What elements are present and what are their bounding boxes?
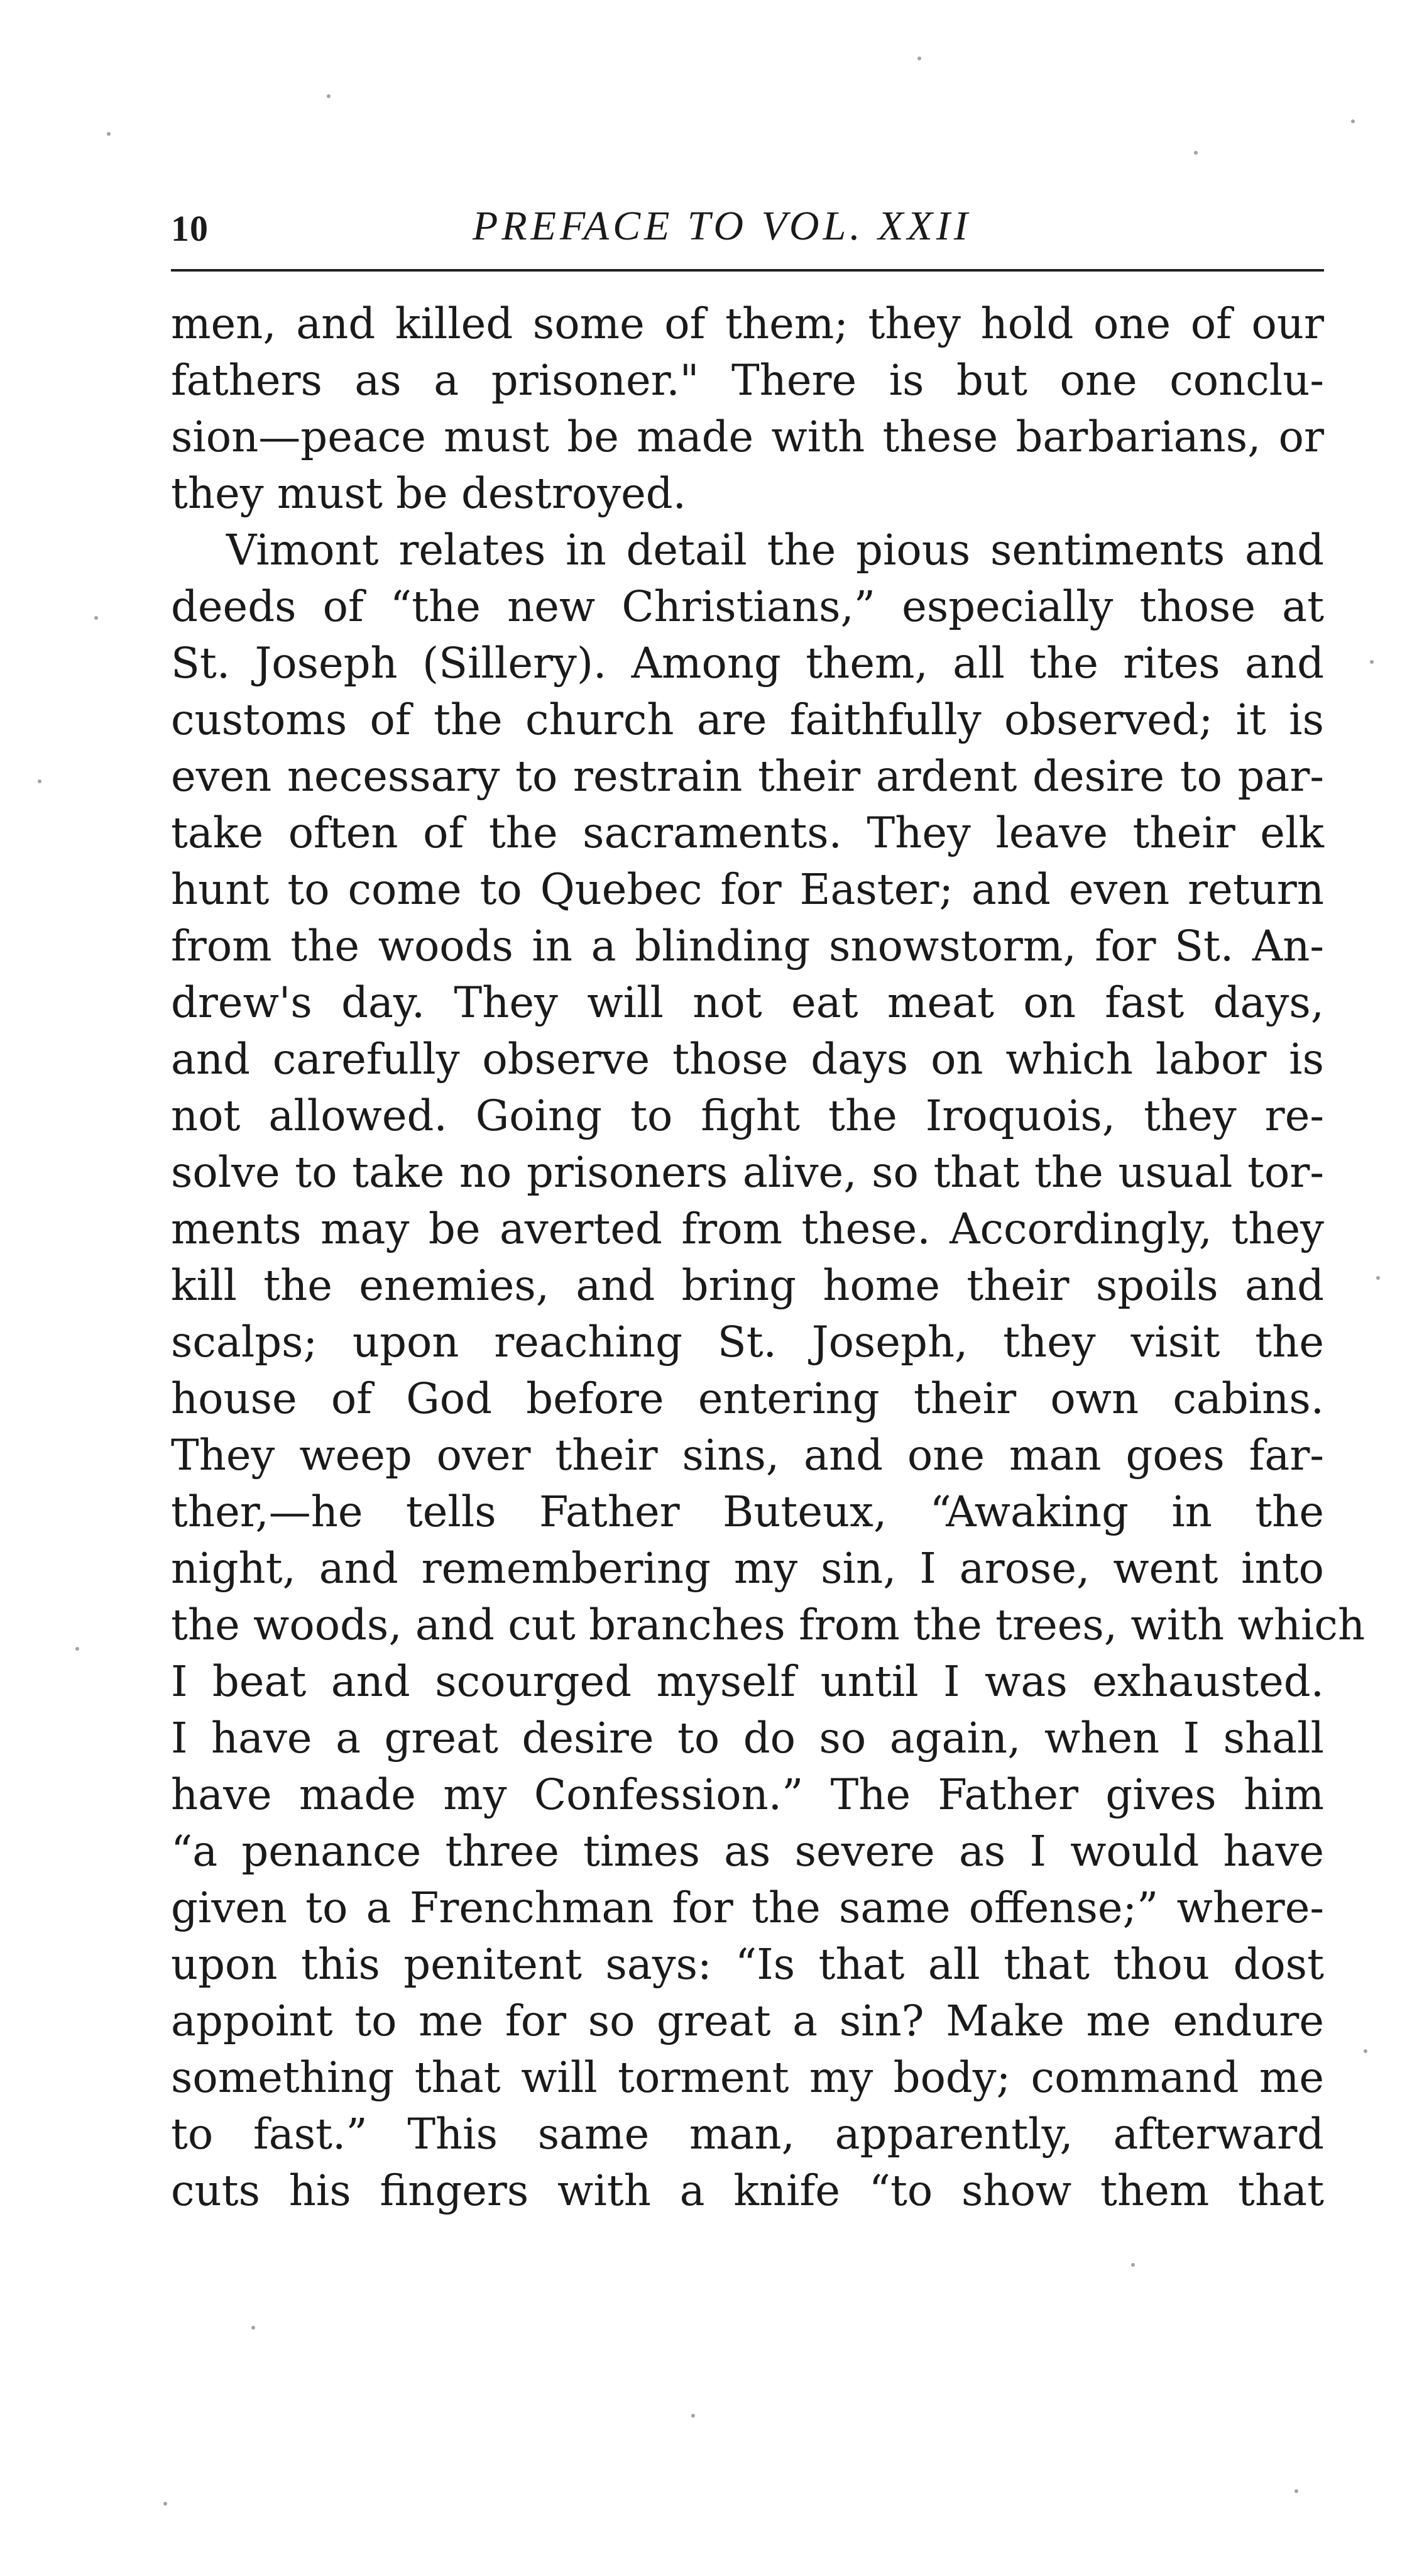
paper-speck bbox=[327, 94, 331, 98]
text-line: They weep over their sins, and one man goes far- bbox=[171, 1431, 1324, 1480]
text-line: have made my Confession.” The Father gives him bbox=[171, 1770, 1324, 1819]
paper-speck bbox=[163, 2502, 167, 2506]
text-line: to fast.” This same man, apparently, afterward bbox=[171, 2110, 1324, 2159]
text-line: not allowed. Going to fight the Iroquois, they re- bbox=[171, 1091, 1324, 1140]
paper-speck bbox=[1376, 1276, 1380, 1280]
paper-speck bbox=[75, 1647, 79, 1651]
paper-speck bbox=[1364, 2049, 1367, 2053]
text-line: they must be destroyed. bbox=[171, 469, 686, 518]
text-line: take often of the sacraments. They leave their elk bbox=[171, 808, 1324, 857]
paper-speck bbox=[1294, 2489, 1298, 2493]
text-line: something that will torment my body; command me bbox=[171, 2053, 1324, 2102]
text-line: cuts his fingers with a knife “to show them that bbox=[171, 2166, 1324, 2215]
text-line: even necessary to restrain their ardent desire to par- bbox=[171, 752, 1324, 801]
paragraph-first-line: Vimont relates in detail the pious sentiments and bbox=[226, 526, 1324, 575]
page-number: 10 bbox=[171, 208, 209, 249]
page-header bbox=[171, 189, 1324, 264]
text-line: upon this penitent says: “Is that all that thou dost bbox=[171, 1940, 1324, 1989]
text-line: I have a great desire to do so again, when I shall bbox=[171, 1714, 1324, 1763]
text-line: I beat and scourged myself until I was exhausted. bbox=[171, 1657, 1324, 1706]
running-title: PREFACE TO VOL. XXII bbox=[473, 203, 971, 249]
text-line: drew's day. They will not eat meat on fast days, bbox=[171, 978, 1324, 1027]
text-line: house of God before entering their own cabins. bbox=[171, 1374, 1324, 1423]
paper-speck bbox=[251, 2326, 255, 2330]
paper-speck bbox=[691, 2414, 695, 2418]
text-line: men, and killed some of them; they hold one of our bbox=[171, 299, 1324, 348]
text-line: appoint to me for so great a sin? Make me endure bbox=[171, 1996, 1324, 2045]
text-line: sion—peace must be made with these barbarians, or bbox=[171, 412, 1324, 461]
text-line: fathers as a prisoner." There is but one conclu- bbox=[171, 356, 1324, 405]
text-line: the woods, and cut branches from the trees, with which bbox=[171, 1600, 1365, 1649]
text-line: night, and remembering my sin, I arose, went into bbox=[171, 1544, 1324, 1593]
paper-speck bbox=[38, 779, 41, 783]
text-line: “a penance three times as severe as I would have bbox=[171, 1827, 1324, 1876]
text-line: deeds of “the new Christians,” especially those at bbox=[171, 582, 1324, 631]
paper-speck bbox=[1131, 2263, 1135, 2267]
text-line: solve to take no prisoners alive, so that the usual tor- bbox=[171, 1148, 1324, 1197]
header-rule bbox=[171, 269, 1324, 272]
text-line: kill the enemies, and bring home their spoils and bbox=[171, 1261, 1324, 1310]
text-line: ments may be averted from these. Accordingly, they bbox=[171, 1204, 1324, 1253]
text-line: hunt to come to Quebec for Easter; and even return bbox=[171, 865, 1324, 914]
text-line: scalps; upon reaching St. Joseph, they visit the bbox=[171, 1318, 1324, 1367]
text-line: from the woods in a blinding snowstorm, for St. An- bbox=[171, 922, 1324, 971]
paper-speck bbox=[107, 132, 111, 136]
text-line: customs of the church are faithfully observed; it is bbox=[171, 695, 1324, 744]
text-line: St. Joseph (Sillery). Among them, all the rites and bbox=[171, 639, 1324, 688]
paper-speck bbox=[1351, 119, 1355, 123]
paper-speck bbox=[94, 616, 98, 620]
body-text bbox=[171, 295, 1365, 2219]
text-line: given to a Frenchman for the same offense;” where- bbox=[171, 1883, 1324, 1932]
paper-speck bbox=[1370, 660, 1374, 664]
text-line: and carefully observe those days on which labor is bbox=[171, 1035, 1324, 1084]
text-line: ther,—he tells Father Buteux, “Awaking in the bbox=[171, 1487, 1324, 1536]
paper-speck bbox=[917, 57, 921, 60]
paper-speck bbox=[1194, 151, 1198, 155]
